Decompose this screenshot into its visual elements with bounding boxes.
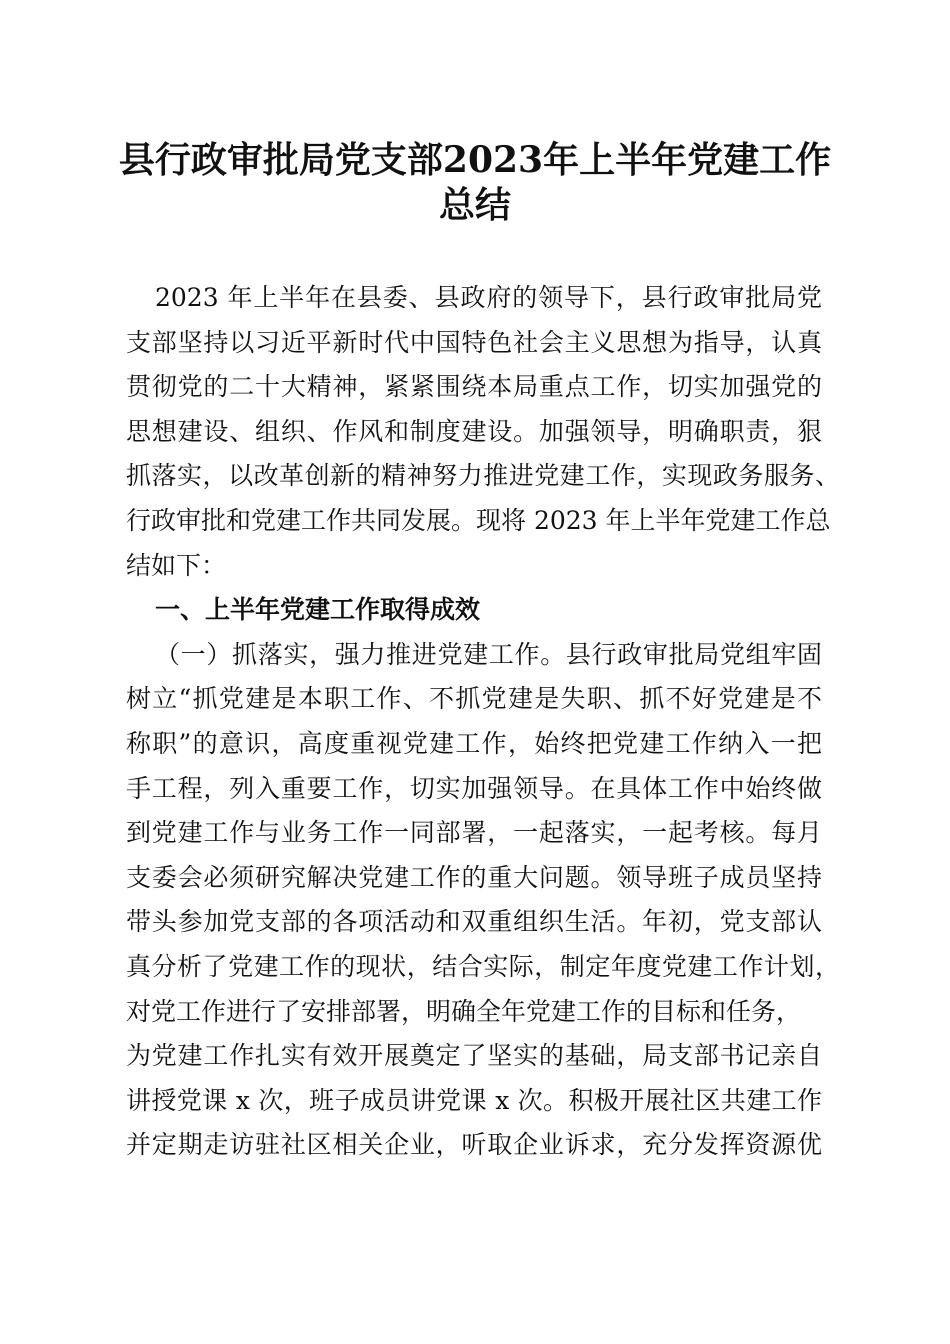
paragraph-line: 带头参加党支部的各项活动和双重组织生活。年初，党支部认 xyxy=(126,907,822,937)
document-body xyxy=(126,276,840,1168)
paragraph-line: 结如下： xyxy=(126,550,227,580)
paragraph-line: 树立“抓党建是本职工作、不抓党建是失职、抓不好党建是不 xyxy=(126,684,822,714)
paragraph-line: 并定期走访驻社区相关企业，听取企业诉求，充分发挥资源优 xyxy=(126,1130,822,1160)
paragraph-line: 行政审批和党建工作共同发展。现将 2023 年上半年党建工作总 xyxy=(126,505,831,535)
paragraph-line: 对党工作进行了安排部署，明确全年党建工作的目标和任务， xyxy=(126,996,802,1026)
paragraph-line: 真分析了党建工作的现状，结合实际，制定年度党建工作计划， xyxy=(126,951,840,981)
document-title-line-1: 县行政审批局党支部2023年上半年党建工作 xyxy=(118,139,832,181)
paragraph-line: （一）抓落实，强力推进党建工作。县行政审批局党组牢固 xyxy=(155,639,822,669)
paragraph-line: 称职”的意识，高度重视党建工作，始终把党建工作纳入一把 xyxy=(126,728,822,758)
paragraph-line: 为党建工作扎实有效开展奠定了坚实的基础，局支部书记亲自 xyxy=(126,1041,822,1071)
paragraph-line: 2023 年上半年在县委、县政府的领导下，县行政审批局党 xyxy=(155,283,822,312)
document-title-line-2: 总结 xyxy=(438,184,511,226)
paragraph-line: 手工程，列入重要工作，切实加强领导。在具体工作中始终做 xyxy=(126,773,822,803)
paragraph-line: 贯彻党的二十大精神，紧紧围绕本局重点工作，切实加强党的 xyxy=(126,372,822,402)
paragraph-line: 支部坚持以习近平新时代中国特色社会主义思想为指导，认真 xyxy=(126,327,822,357)
paragraph-line: 抓落实，以改革创新的精神努力推进党建工作，实现政务服务、 xyxy=(126,461,840,491)
paragraph-line: 讲授党课 x 次，班子成员讲党课 x 次。积极开展社区共建工作 xyxy=(126,1085,822,1115)
paragraph-line: 到党建工作与业务工作一同部署，一起落实，一起考核。每月 xyxy=(126,818,822,848)
section-heading: 一、上半年党建工作取得成效 xyxy=(155,595,481,625)
paragraph-line: 支委会必须研究解决党建工作的重大问题。领导班子成员坚持 xyxy=(126,862,822,892)
paragraph-line: 思想建设、组织、作风和制度建设。加强领导，明确职责，狠 xyxy=(126,416,822,446)
